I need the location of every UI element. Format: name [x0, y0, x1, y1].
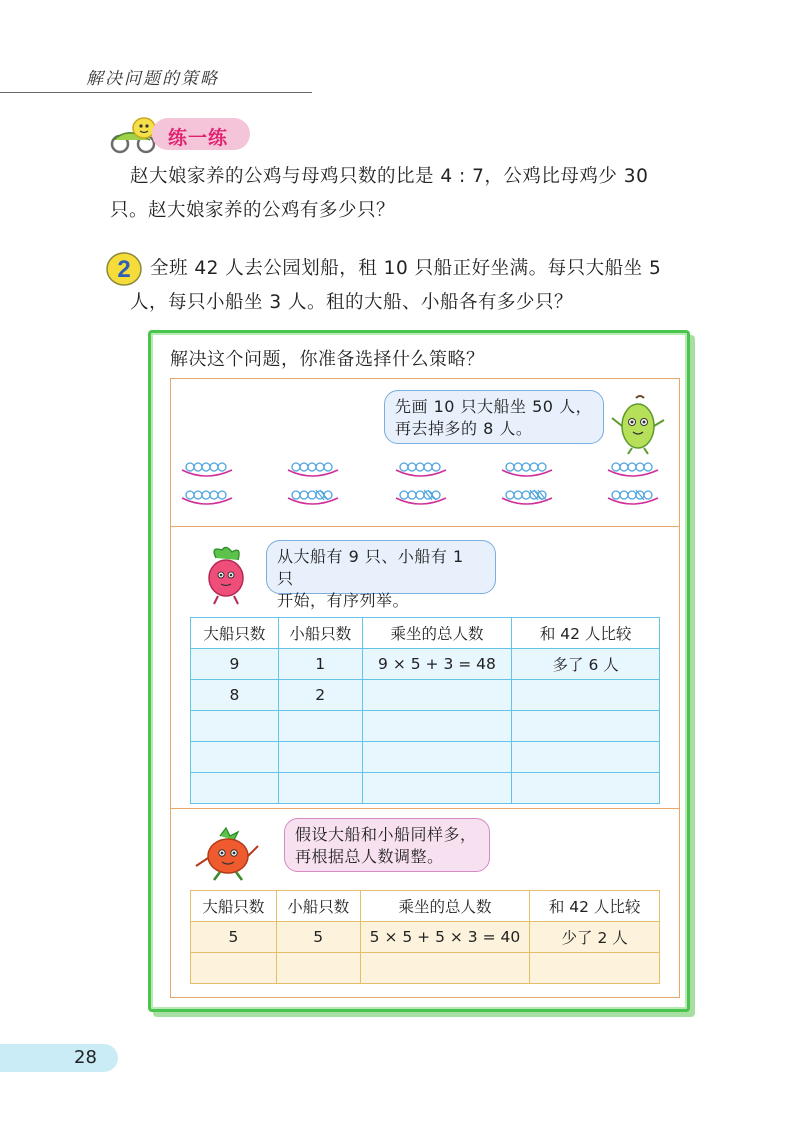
- table-cell: [278, 742, 362, 773]
- table-cell: [512, 711, 660, 742]
- practice-line-2: 只。赵大娘家养的公鸡有多少只？: [110, 200, 396, 221]
- table-cell: 2: [278, 680, 362, 711]
- table-header: 乘坐的总人数: [362, 618, 512, 649]
- table-header: 小船只数: [278, 618, 362, 649]
- section-divider: [170, 526, 680, 527]
- practice-question: [110, 160, 730, 228]
- table-row: [191, 953, 660, 984]
- practice-label: 练一练: [168, 127, 229, 149]
- table-header-row: [191, 891, 660, 922]
- table-header: 大船只数: [191, 618, 279, 649]
- table-cell: 5 × 5 + 5 × 3 = 40: [360, 922, 530, 953]
- table-cell: 5: [191, 922, 277, 953]
- problem-number: 2: [117, 256, 131, 283]
- table-cell: 9 × 5 + 3 = 48: [362, 649, 512, 680]
- table-header: 大船只数: [191, 891, 277, 922]
- bubble-line: 从大船有 9 只、小船有 1 只: [277, 547, 464, 588]
- table-cell: [362, 680, 512, 711]
- table-row: [191, 711, 660, 742]
- boat-drawing: [178, 456, 678, 514]
- table-cell: [191, 742, 279, 773]
- pear-character-icon: [606, 392, 670, 456]
- header-rule: [0, 92, 312, 93]
- table-cell: [362, 742, 512, 773]
- page-number-tab: [0, 1044, 118, 1072]
- table-cell: [360, 953, 530, 984]
- number-badge-icon: [104, 248, 144, 288]
- table-row: [191, 922, 660, 953]
- table-cell: 多了 6 人: [512, 649, 660, 680]
- table-cell: 少了 2 人: [530, 922, 660, 953]
- problem-line-2: 人，每只小船坐 3 人。租的大船、小船各有多少只？: [130, 292, 574, 313]
- table-row: [191, 649, 660, 680]
- problem-number-badge: [104, 248, 144, 288]
- chapter-title: 解决问题的策略: [86, 69, 219, 89]
- bubble-line: 假设大船和小船同样多，: [295, 825, 477, 844]
- table-cell: [362, 773, 512, 804]
- bubble-line: 开始，有序列举。: [277, 591, 410, 610]
- table-cell: [191, 953, 277, 984]
- speech-bubble-list: [266, 540, 496, 610]
- table-cell: [530, 953, 660, 984]
- section-divider: [170, 808, 680, 809]
- table-cell: [362, 711, 512, 742]
- problem-line-1: 全班 42 人去公园划船，租 10 只船正好坐满。每只大船坐 5: [150, 258, 662, 279]
- practice-heading: [106, 114, 266, 154]
- listing-table: [190, 617, 660, 804]
- table-header: 小船只数: [276, 891, 360, 922]
- table-row: [191, 773, 660, 804]
- hypothesis-table: [190, 890, 660, 984]
- practice-line-1: 赵大娘家养的公鸡与母鸡只数的比是 4 : 7，公鸡比母鸡少 30: [130, 166, 649, 187]
- strategy-frame-title: 解决这个问题，你准备选择什么策略？: [170, 349, 485, 370]
- table-header: 和 42 人比较: [530, 891, 660, 922]
- bubble-line: 先画 10 只大船坐 50 人，: [395, 397, 593, 416]
- speech-bubble-draw: [384, 390, 604, 444]
- table-cell: 5: [276, 922, 360, 953]
- table-cell: [276, 953, 360, 984]
- table-cell: 1: [278, 649, 362, 680]
- table-header-row: [191, 618, 660, 649]
- table-cell: [512, 680, 660, 711]
- radish-character-icon: [196, 544, 260, 606]
- bubble-line: 再根据总人数调整。: [295, 847, 444, 866]
- table-cell: [191, 773, 279, 804]
- table-cell: [278, 711, 362, 742]
- bubble-line: 再去掉多的 8 人。: [395, 419, 533, 438]
- table-header: 和 42 人比较: [512, 618, 660, 649]
- speech-bubble-assume: [284, 818, 490, 872]
- table-cell: 8: [191, 680, 279, 711]
- table-cell: [512, 742, 660, 773]
- table-row: [191, 680, 660, 711]
- table-cell: [191, 711, 279, 742]
- table-row: [191, 742, 660, 773]
- problem-question: [130, 252, 740, 320]
- table-cell: 9: [191, 649, 279, 680]
- table-header: 乘坐的总人数: [360, 891, 530, 922]
- tomato-character-icon: [192, 826, 262, 882]
- page-number: 28: [74, 1047, 97, 1068]
- table-cell: [512, 773, 660, 804]
- table-cell: [278, 773, 362, 804]
